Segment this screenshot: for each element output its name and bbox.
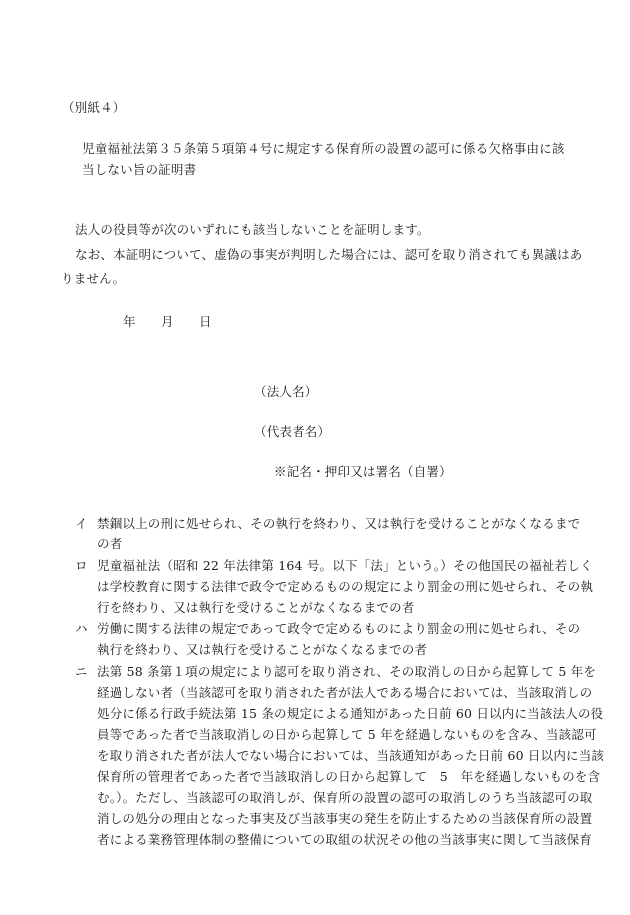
item-ro-marker: ロ [75,558,88,573]
item-ha-line-2: 執行を終わり、又は執行を受けることがなくなるまでの者 [97,642,428,657]
item-i-marker: イ [75,516,88,531]
item-ni-line-5: を取り消された者が法人でない場合においては、当該通知があった日前 60 日以内に当該 [97,748,605,763]
corp-name-label: （法人名） [254,384,318,399]
item-ni-line-9: 者による業務管理体制の整備についての取組の状況その他の当該事実に関して当該保育 [97,832,593,847]
item-ha-line-1: 労働に関する法律の規定であって政令で定めるものにより罰金の刑に処せられ、その [97,621,581,636]
item-ro-line-2: は学校教育に関する法律で政令で定めるものの規定により罰金の刑に処せられ、その執 [97,579,594,594]
date-year: 年 [123,314,136,329]
item-ro-line-1: 児童福祉法（昭和 22 年法律第 164 号。以下「法」という。）その他国民の福祉若しく [97,558,593,573]
item-ni-line-1: 法第 58 条第１項の規定により認可を取り消され、その取消しの日から起算して 5 年を [97,664,597,679]
item-ro-line-3: 行を終わり、又は執行を受けることがなくなるまでの者 [97,600,415,615]
item-ni-line-8: 消しの処分の理由となった事実及び当該事実の発生を防止するための当該保育所の設置 [97,811,593,826]
item-ni-line-6: 保育所の管理者であった者で当該取消しの日から起算して 5 年を経過しないものを含 [97,769,601,784]
intro-line-1: 法人の役員等が次のいずれにも該当しないことを証明します。 [75,222,430,237]
intro-line-2: なお、本証明について、虚偽の事実が判明した場合には、認可を取り消されても異議はあ [75,247,583,262]
intro-line-3: りません。 [61,271,126,286]
item-ni-line-3: 処分に係る行政手続法第 15 条の規定による通知があった日前 60 日以内に当該法人の役 [97,706,604,721]
item-i-line-1: 禁錮以上の刑に処せられ、その執行を終わり、又は執行を受けることがなくなるまで [97,516,581,531]
rep-name-label: （代表者名） [254,424,331,439]
title-line-1: 児童福祉法第３５条第５項第４号に規定する保育所の設置の認可に係る欠格事由に該 [82,141,565,156]
signature-note: ※記名・押印又は署名（自署） [274,464,452,479]
item-i-line-2: の者 [97,536,123,551]
attachment-label: （別紙４） [62,100,126,115]
item-ni-marker: ニ [75,664,88,679]
item-ni-line-7: む。）。ただし、当該認可の取消しが、保育所の設置の認可の取消しのうち当該認可の取 [97,790,593,805]
item-ni-line-4: 員等であった者で当該取消しの日から起算して 5 年を経過しないものを含み、当該認可 [97,727,597,742]
item-ni-line-2: 経過しない者（当該認可を取り消された者が法人である場合においては、当該取消しの [97,685,593,700]
title-line-2: 当しない旨の証明書 [82,162,197,177]
item-ha-marker: ハ [75,621,88,636]
date-day: 日 [199,314,212,329]
date-month: 月 [161,314,174,329]
